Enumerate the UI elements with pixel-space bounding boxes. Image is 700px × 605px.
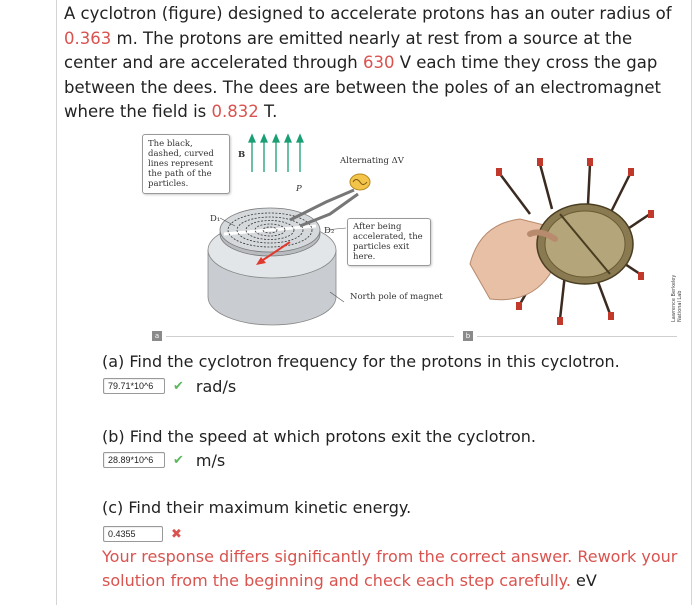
cyclotron-photo-drawing [460, 134, 683, 344]
figure-b-tag: b [463, 331, 473, 341]
question-a: (a) Find the cyclotron frequency for the protons in this cyclotron. [102, 352, 620, 371]
voltage-value: 630 [363, 53, 395, 72]
correct-check-icon: ✔ [173, 452, 184, 468]
figure-b-rule [477, 336, 677, 337]
correct-check-icon: ✔ [173, 378, 184, 394]
answer-row-c [103, 525, 182, 543]
problem-statement [64, 2, 684, 125]
figure-a-rule [166, 336, 454, 337]
answer-input-a[interactable]: 79.71*10^6 [103, 378, 165, 394]
problem-text-3: V each time they cross the gap between the dees. The dees are between the poles of an electromagnet where the field is [64, 53, 661, 121]
problem-text-2: m. The protons are emitted nearly at rest from a source at the center and are accelerated through [64, 28, 633, 72]
cyclotron-photo [460, 134, 683, 344]
answer-input-b[interactable]: 28.89*10^6 [103, 452, 165, 468]
answer-input-c[interactable]: 0.4355 [103, 526, 163, 542]
problem-text-4: T. [258, 102, 278, 121]
feedback-text: Your response differs significantly from the correct answer. Rework your solution from the beginning and check each step carefully. [102, 547, 678, 590]
field-label: B [238, 150, 246, 160]
answer-row-b [103, 451, 225, 469]
point-p-label: P [296, 184, 302, 194]
field-arrows [249, 135, 303, 172]
question-b: (b) Find the speed at which protons exit the cyclotron. [102, 427, 537, 446]
incorrect-x-icon: ✖ [171, 526, 182, 542]
figure-a-tag: a [152, 331, 162, 341]
answer-row-a [103, 377, 236, 395]
unit-b: m/s [195, 450, 226, 470]
feedback-message [102, 545, 692, 593]
exit-callout: After being accelerated, the particles exit here. [347, 218, 431, 266]
photo-credit: Lawrence Berkeley National Lab [671, 274, 683, 322]
north-pole-label: North pole of magnet [350, 292, 443, 302]
dee-2-label: D₂ [324, 226, 335, 236]
path-callout: The black, dashed, curved lines represent the path of the particles. [142, 134, 230, 194]
radius-value: 0.363 [64, 28, 112, 48]
cyclotron-figure [140, 122, 683, 344]
alternating-label: Alternating ΔV [340, 156, 404, 166]
cyclotron-diagram [140, 122, 445, 344]
field-value: 0.832 [211, 102, 259, 121]
unit-a: rad/s [195, 376, 237, 396]
question-c: (c) Find their maximum kinetic energy. [102, 498, 412, 517]
dee-1-label: D₁ [210, 214, 221, 224]
problem-text-1: A cyclotron (figure) designed to accelerate protons has an outer radius of [64, 4, 672, 23]
unit-c: eV [576, 571, 597, 590]
